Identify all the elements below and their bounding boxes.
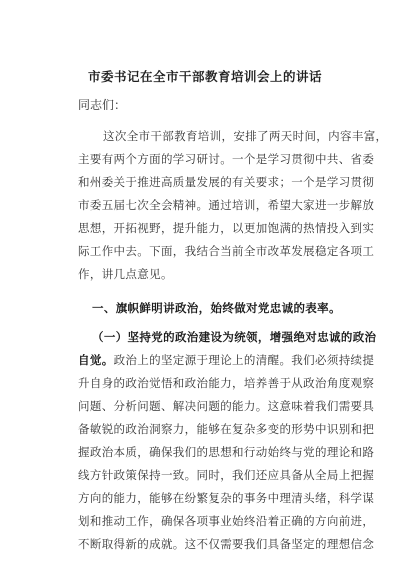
body-line: 握政治本质，确保我们的思想和行动始终与党的理论和路 [78,445,375,459]
subsection-heading-tail: 自觉。 [78,353,114,367]
intro-line: 和州委关于推进高质量发展的有关要求；一个是学习贯彻 [78,175,375,189]
intro-line: 市委五届七次全会精神。通过培训，希望大家进一步解放 [78,198,375,212]
salutation: 同志们： [78,98,127,112]
body-line [78,352,374,368]
subsection-heading [92,329,376,345]
subsection-heading-text: （一）坚持党的政治建设为统领，增强绝对忠诚的政治 [92,330,377,344]
body-line: 备敏锐的政治洞察力，能够在复杂多变的形势中识别和把 [78,422,375,436]
body-line: 不断取得新的成就。这不仅需要我们具备坚定的理想信念 [78,537,375,551]
body-line: 问题、分析问题、解决问题的能力。这意味着我们需要具 [78,399,375,413]
section-heading: 一、旗帜鲜明讲政治，始终做对党忠诚的表率。 [92,301,341,315]
intro-line: 主要有两个方面的学习研讨。一个是学习贯彻中共、省委 [78,152,375,166]
intro-line: 这次全市干部教育培训，安排了两天时间，内容丰富， [103,129,388,143]
intro-line: 思想，开拓视野，提升能力，以更加饱满的热情投入到实 [78,221,375,235]
intro-line: 作，讲几点意见。 [78,267,173,281]
body-line: 划和推动工作，确保各项事业始终沿着正确的方向前进， [78,514,375,528]
body-line-text: 政治上的坚定源于理论上的清醒。我们必须持续提 [113,353,375,367]
document-title: 市委书记在全市干部教育培训会上的讲话 [87,69,322,84]
body-line: 方向的能力，能够在纷繁复杂的事务中理清头绪，科学谋 [78,491,375,505]
intro-line: 际工作中去。下面，我结合当前全市改革发展稳定各项工 [78,244,375,258]
body-line: 升自身的政治觉悟和政治能力，培养善于从政治角度观察 [78,376,375,390]
body-line: 线方针政策保持一致。同时，我们还应具备从全局上把握 [78,468,375,482]
